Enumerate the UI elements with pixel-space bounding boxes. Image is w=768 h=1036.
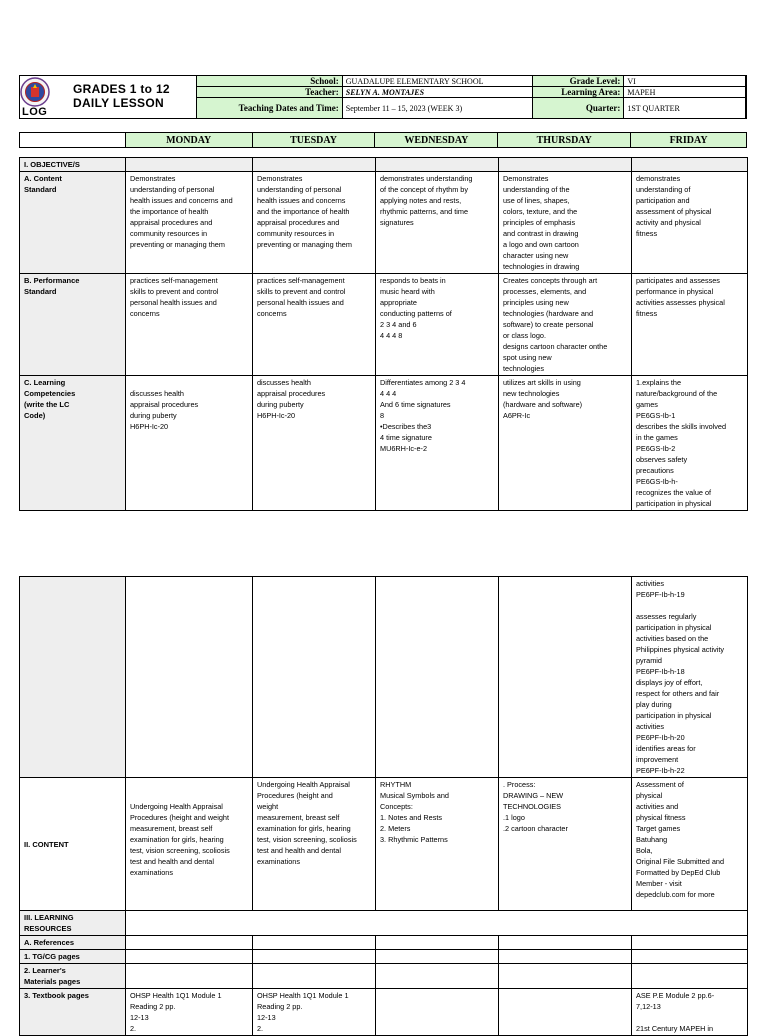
quarter-value: 1ST QUARTER [624,98,746,119]
content-standard-friday: demonstrates understanding of participation and assessment of physical activity and physical fitness [632,172,748,274]
header-info-table [196,75,746,119]
content-standard-row [20,172,748,274]
competencies-friday: 1.explains the nature/background of the games PE6GS-Ib-1 describes the skills involved in the games PE6GS-Ib-2 observes safety precautions PE6GS-Ib-h- recognizes the value of participation in physical [632,376,748,511]
content-resources-table [19,576,748,1036]
title-line-2: DAILY LESSON [73,96,164,110]
content-standard-tuesday: Demonstrates understanding of personal health issues and concerns and the importance of health appraisal procedures and community resources in preventing or managing them [253,172,376,274]
references-row [20,936,748,950]
dates-value: September 11 – 15, 2023 (WEEK 3) [342,98,532,119]
tg-row [20,950,748,964]
day-friday: FRIDAY [631,133,747,148]
objectives-row [20,158,748,172]
textbook-label: 3. Textbook pages [20,989,126,1036]
header-row-dates [197,98,746,119]
day-wednesday: WEDNESDAY [375,133,498,148]
content-row [20,778,748,911]
performance-standard-wednesday: responds to beats in music heard with appropriate conducting patterns of 2 3 4 and 6 4 4 4 8 [376,274,499,376]
teacher-value: SELYN A. MONTAJES [342,87,532,98]
day-monday: MONDAY [125,133,252,148]
content-standard-monday: Demonstrates understanding of personal health issues and concerns and the importance of health appraisal procedures and community resources in preventing or managing them [126,172,253,274]
performance-standard-thursday: Creates concepts through art processes, elements, and principles using new technologies (hardware and software) to create personal or class logo. designs cartoon character onthe spot using new technologies [499,274,632,376]
performance-standard-friday: participates and assesses performance in physical activities assesses physical fitness [632,274,748,376]
tg-label: 1. TG/CG pages [20,950,126,964]
content-friday: Assessment of physical activities and physical fitness Target games Batuhang Bola, Original File Submitted and Formatted by DepEd Club Member - visit depedclub.com for more [632,778,748,911]
day-header-blank [20,133,126,148]
logo-caption: LOG [22,106,48,118]
content-wednesday: RHYTHM Musical Symbols and Concepts: 1. Notes and Rests 2. Meters 3. Rhythmic Patterns [376,778,499,911]
content-thursday: . Process: DRAWING – NEW TECHNOLOGIES .1 logo .2 cartoon character [499,778,632,911]
day-tuesday: TUESDAY [252,133,375,148]
content-standard-thursday: Demonstrates understanding of the use of lines, shapes, colors, texture, and the principles of emphasis and contrast in drawing a logo and own cartoon character using new technologies in drawing [499,172,632,274]
school-label: School: [197,76,343,87]
performance-standard-tuesday: practices self-management skills to prevent and control personal health issues and concerns [253,274,376,376]
content-monday: Undergoing Health Appraisal Procedures (height and weight measurement, breast self examination for girls, hearing test, vision screening, scoliosis test and health and dental examinations [126,778,253,911]
area-label: Learning Area: [532,87,624,98]
header-row-teacher [197,87,746,98]
references-label: A. References [20,936,126,950]
competencies-continued-row [20,577,748,778]
performance-standard-label: B. Performance Standard [20,274,126,376]
resources-label: III. LEARNING RESOURCES [20,911,126,936]
content-standard-wednesday: demonstrates understanding of the concept of rhythm by applying notes and rests, rhythmic patterns, and time signatures [376,172,499,274]
competencies-thursday: utilizes art skills in using new technologies (hardware and software) A6PR-Ic [499,376,632,511]
day-header-table [19,132,747,148]
lm-label: 2. Learner's Materials pages [20,964,126,989]
lm-row [20,964,748,989]
day-thursday: THURSDAY [498,133,631,148]
header-row-school [197,76,746,87]
content-standard-label: A. Content Standard [20,172,126,274]
competencies-row [20,376,748,511]
area-value: MAPEH [624,87,746,98]
textbook-wednesday [376,989,499,1036]
performance-standard-monday: practices self-management skills to prevent and control personal health issues and concerns [126,274,253,376]
school-value: GUADALUPE ELEMENTARY SCHOOL [342,76,532,87]
objectives-table [19,157,748,511]
content-label: II. CONTENT [20,778,126,911]
content-tuesday: Undergoing Health Appraisal Procedures (height and weight measurement, breast self examination for girls, hearing test, vision screening, scoliosis test and health and dental examinations [253,778,376,911]
resources-row [20,911,748,936]
competencies-label: C. Learning Competencies (write the LC Code) [20,376,126,511]
competencies-wednesday: Differentiates among 2 3 4 4 4 4 And 6 time signatures 8 •Describes the3 4 time signature MU6RH-Ic-e-2 [376,376,499,511]
quarter-label: Quarter: [532,98,624,119]
performance-standard-row [20,274,748,376]
textbook-thursday [499,989,632,1036]
competencies-monday: discusses health appraisal procedures during puberty H6PH-Ic-20 [126,376,253,511]
grade-label: Grade Level: [532,76,624,87]
textbook-row [20,989,748,1036]
teacher-label: Teacher: [197,87,343,98]
dates-label: Teaching Dates and Time: [197,98,343,119]
textbook-tuesday: OHSP Health 1Q1 Module 1 Reading 2 pp. 12-13 2. [253,989,376,1036]
title-line-1: GRADES 1 to 12 [73,82,170,96]
textbook-monday: OHSP Health 1Q1 Module 1 Reading 2 pp. 12-13 2. [126,989,253,1036]
grade-value: VI [624,76,746,87]
competencies-friday-continued: activities PE6PF-Ib-h-19 assesses regularly participation in physical activities based on the Philippines physical activity pyramid PE6PF-Ib-h-18 displays joy of effort, respect for others and fair play during participation in physical activities PE6PF-Ib-h-20 identifies areas for improvement PE6PF-Ib-h-22 [632,577,748,778]
textbook-friday: ASE P.E Module 2 pp.6- 7,12-13 21st Century MAPEH in [632,989,748,1036]
objectives-label: I. OBJECTIVE/S [20,158,126,172]
competencies-tuesday: discusses health appraisal procedures during puberty H6PH-Ic-20 [253,376,376,511]
